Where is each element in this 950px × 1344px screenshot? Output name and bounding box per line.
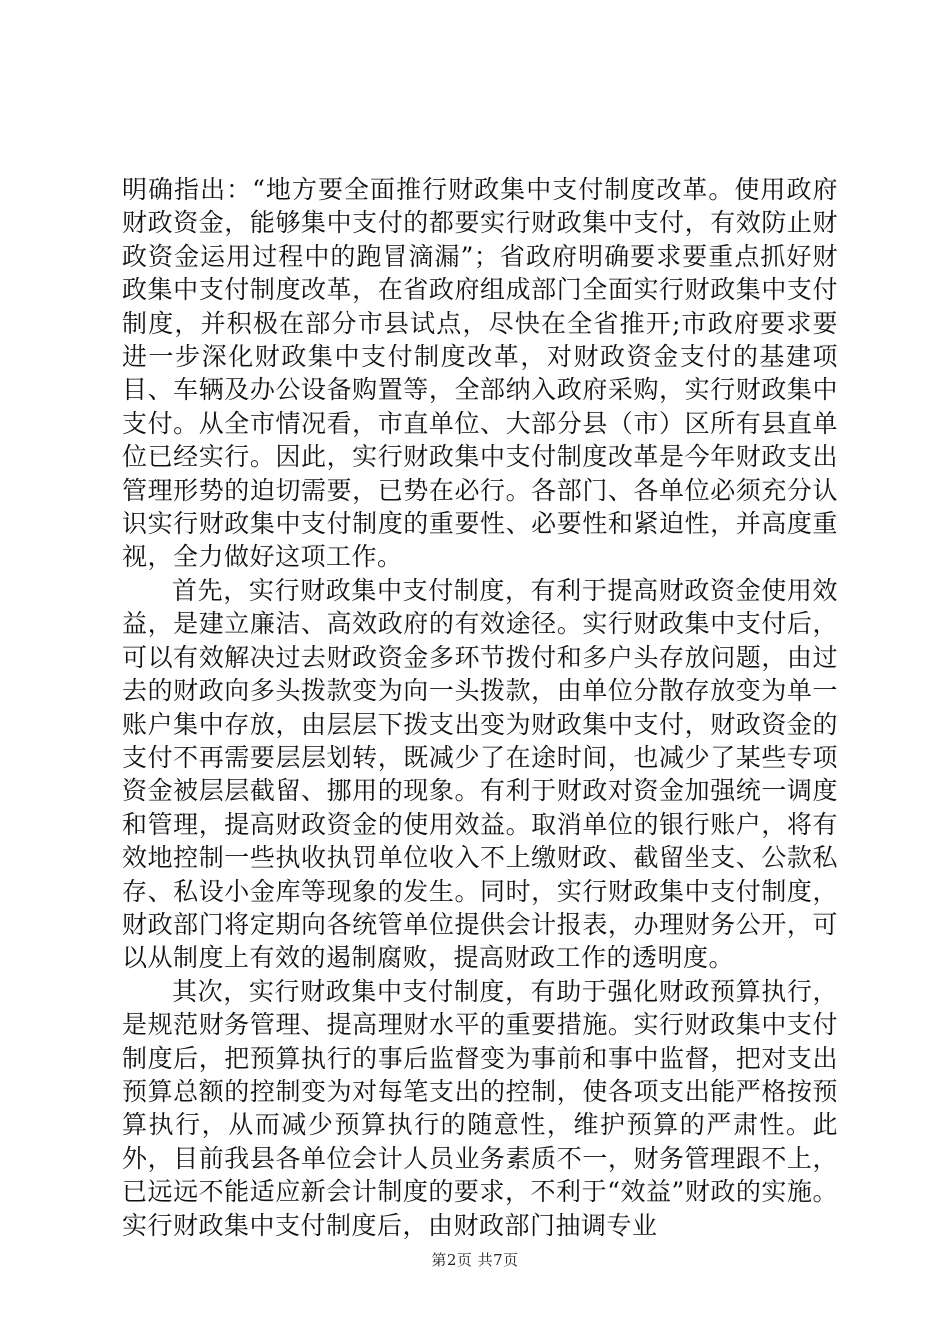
page-number-footer: 第2页 共7页 (431, 1251, 519, 1269)
document-body (122, 173, 838, 1242)
paragraph-first-point: 首先，实行财政集中支付制度，有利于提高财政资金使用效益，是建立廉洁、高效政府的有效途径。实行财政集中支付后，可以有效解决过去财政资金多环节拨付和多户头存放问题，由过去的财政向多头拨款变为向一头拨款，由单位分散存放变为单一账户集中存放，由层层下拨支出变为财政集中支付，财政资金的支付不再需要层层划转，既减少了在途时间，也减少了某些专项资金被层层截留、挪用的现象。有利于财政对资金加强统一调度和管理，提高财政资金的使用效益。取消单位的银行账户，将有效地控制一些执收执罚单位收入不上缴财政、截留坐支、公款私存、私设小金库等现象的发生。同时，实行财政集中支付制度，财政部门将定期向各统管单位提供会计报表，办理财务公开，可以从制度上有效的遏制腐败，提高财政工作的透明度。 (122, 575, 838, 973)
paragraph-continued: 明确指出：“地方要全面推行财政集中支付制度改革。使用政府财政资金，能够集中支付的都要实行财政集中支付，有效防止财政资金运用过程中的跑冒滴漏”；省政府明确要求要重点抓好财政集中支付制度改革，在省政府组成部门全面实行财政集中支付制度，并积极在部分市县试点，尽快在全省推开;市政府要求要进一步深化财政集中支付制度改革，对财政资金支付的基建项目、车辆及办公设备购置等，全部纳入政府采购，实行财政集中支付。从全市情况看，市直单位、大部分县（市）区所有县直单位已经实行。因此，实行财政集中支付制度改革是今年财政支出管理形势的迫切需要，已势在必行。各部门、各单位必须充分认识实行财政集中支付制度的重要性、必要性和紧迫性，并高度重视，全力做好这项工作。 (122, 175, 838, 572)
paragraph-second-point: 其次，实行财政集中支付制度，有助于强化财政预算执行，是规范财务管理、提高理财水平的重要措施。实行财政集中支付制度后，把预算执行的事后监督变为事前和事中监督，把对支出预算总额的控制变为对每笔支出的控制，使各项支出能严格按预算执行，从而减少预算执行的随意性，维护预算的严肃性。此外，目前我县各单位会计人员业务素质不一，财务管理跟不上，已远远不能适应新会计制度的要求，不利于“效益”财政的实施。实行财政集中支付制度后，由财政部门抽调专业 (122, 976, 838, 1240)
